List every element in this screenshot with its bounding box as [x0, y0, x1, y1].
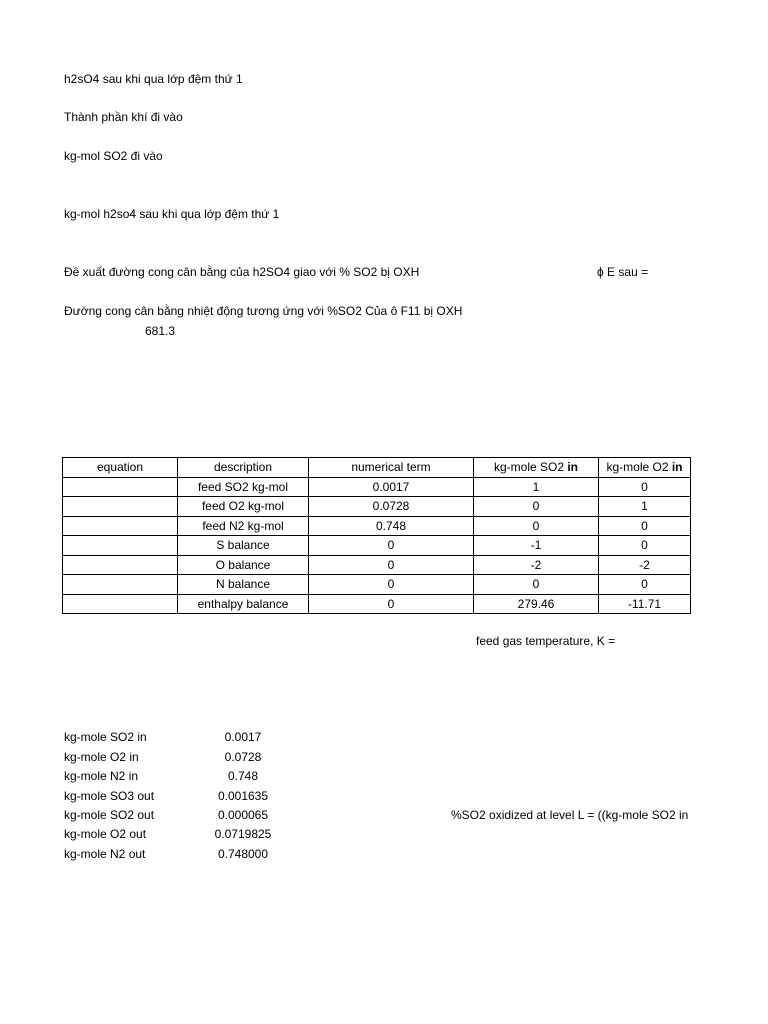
cell-description: feed N2 kg-mol — [178, 516, 309, 536]
cell-description: N balance — [178, 575, 309, 595]
summary-value: 0.0719825 — [214, 827, 272, 841]
cell-description: feed SO2 kg-mol — [178, 477, 309, 497]
header-kg-mole-so2-in: kg-mole SO2 in — [474, 458, 599, 478]
table-row — [63, 516, 691, 536]
cell-equation — [63, 594, 178, 614]
table-row — [63, 575, 691, 595]
header-kg-mole-o2-in: kg-mole O2 in — [599, 458, 691, 478]
value-681: 681.3 — [145, 324, 176, 338]
cell-so2-in: 0 — [474, 516, 599, 536]
table-header-row — [63, 458, 691, 478]
so2-oxidized-label: %SO2 oxidized at level L = ((kg-mole SO2 in — [451, 808, 689, 822]
header-equation: equation — [63, 458, 178, 478]
summary-label: kg-mole N2 in — [64, 769, 139, 783]
cell-equation — [63, 536, 178, 556]
table-row — [63, 477, 691, 497]
summary-label: kg-mole O2 out — [64, 827, 147, 841]
summary-label: kg-mole SO2 out — [64, 808, 155, 822]
note-inlet-gas-composition: Thành phần khí đi vào — [64, 110, 183, 124]
summary-value: 0.000065 — [217, 808, 269, 822]
summary-label: kg-mole SO2 in — [64, 730, 147, 744]
summary-label: kg-mole N2 out — [64, 847, 146, 861]
table-row — [63, 555, 691, 575]
cell-o2-in: 1 — [599, 497, 691, 517]
cell-equation — [63, 477, 178, 497]
cell-numerical-term: 0 — [309, 594, 474, 614]
cell-so2-in: 1 — [474, 477, 599, 497]
cell-o2-in: 0 — [599, 516, 691, 536]
phi-e-label: ϕ E sau = — [597, 265, 649, 279]
summary-value: 0.748 — [227, 769, 259, 783]
summary-label: kg-mole O2 in — [64, 750, 139, 764]
note-h2so4-after-layer-1: h2sO4 sau khi qua lớp đệm thứ 1 — [64, 72, 243, 86]
cell-so2-in: -1 — [474, 536, 599, 556]
cell-description: enthalpy balance — [178, 594, 309, 614]
note-so2-inlet: kg-mol SO2 đi vào — [64, 149, 163, 163]
cell-so2-in: -2 — [474, 555, 599, 575]
note-equilibrium-curve-proposal: Đề xuất đường cong cân bằng của h2SO4 giao với % SO2 bị OXH — [64, 265, 420, 279]
cell-o2-in: 0 — [599, 536, 691, 556]
cell-numerical-term: 0 — [309, 536, 474, 556]
header-description: description — [178, 458, 309, 478]
cell-description: feed O2 kg-mol — [178, 497, 309, 517]
cell-so2-in: 0 — [474, 497, 599, 517]
cell-equation — [63, 555, 178, 575]
cell-numerical-term: 0.0728 — [309, 497, 474, 517]
table-row — [63, 497, 691, 517]
cell-so2-in: 0 — [474, 575, 599, 595]
cell-o2-in: 0 — [599, 575, 691, 595]
cell-numerical-term: 0.748 — [309, 516, 474, 536]
cell-description: O balance — [178, 555, 309, 575]
note-thermo-equilibrium-curve: Đường cong cân bằng nhiệt động tương ứng với %SO2 Của ô F11 bị OXH — [64, 304, 463, 318]
cell-description: S balance — [178, 536, 309, 556]
cell-o2-in: -11.71 — [599, 594, 691, 614]
cell-numerical-term: 0 — [309, 555, 474, 575]
summary-value: 0.0728 — [224, 750, 262, 764]
cell-equation — [63, 516, 178, 536]
summary-value: 0.748000 — [217, 847, 269, 861]
note-h2so4-kgmol-after-layer-1: kg-mol h2so4 sau khi qua lớp đệm thứ 1 — [64, 207, 280, 221]
cell-so2-in: 279.46 — [474, 594, 599, 614]
header-numerical-term: numerical term — [309, 458, 474, 478]
feed-gas-temperature-label: feed gas temperature, K = — [476, 634, 616, 648]
summary-label: kg-mole SO3 out — [64, 789, 155, 803]
cell-o2-in: -2 — [599, 555, 691, 575]
cell-o2-in: 0 — [599, 477, 691, 497]
summary-value: 0.001635 — [217, 789, 269, 803]
summary-value: 0.0017 — [224, 730, 262, 744]
cell-numerical-term: 0 — [309, 575, 474, 595]
equation-table — [62, 457, 691, 614]
table-row — [63, 536, 691, 556]
cell-equation — [63, 497, 178, 517]
cell-equation — [63, 575, 178, 595]
table-row — [63, 594, 691, 614]
cell-numerical-term: 0.0017 — [309, 477, 474, 497]
